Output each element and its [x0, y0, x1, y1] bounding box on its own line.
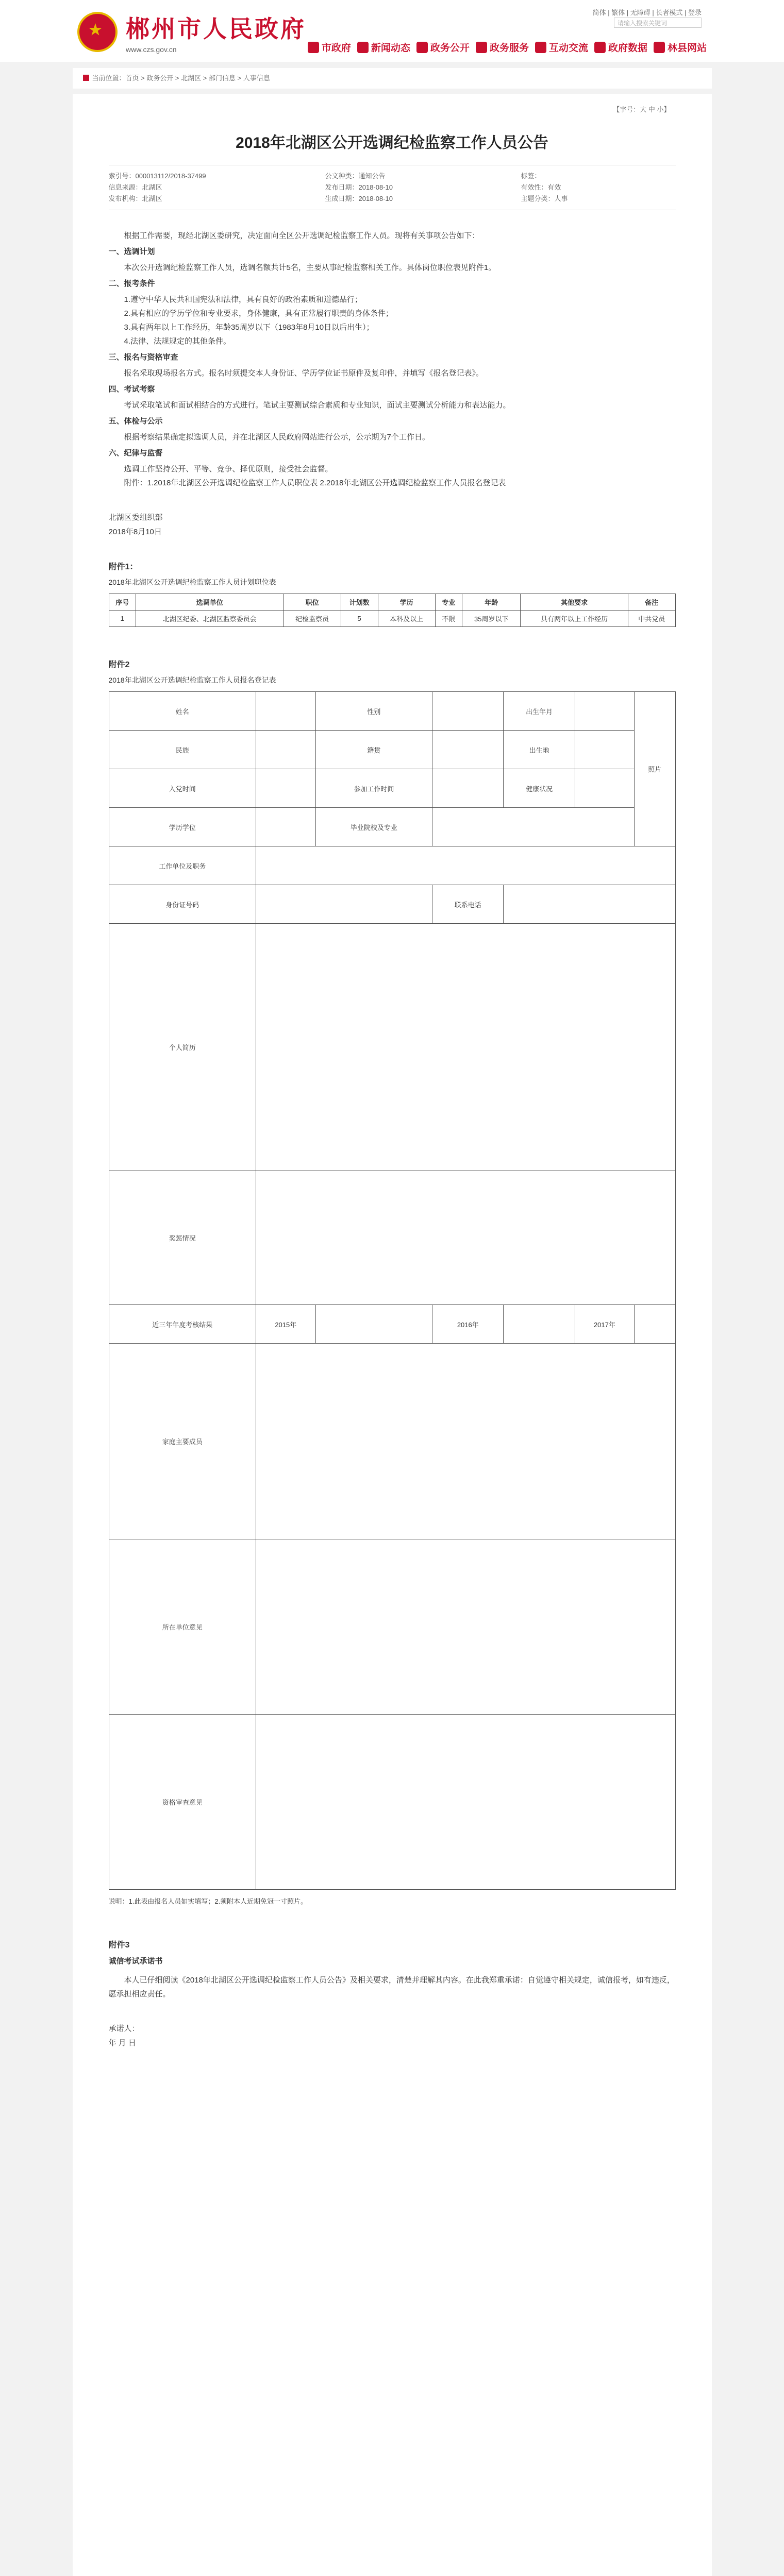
nav-item-service[interactable]: 政务服务 [476, 40, 529, 54]
interaction-icon [535, 42, 546, 53]
table-row: 工作单位及职务 [109, 846, 675, 885]
national-emblem-icon [77, 12, 118, 52]
service-icon [476, 42, 487, 53]
nav-item-government[interactable]: 市政府 [308, 40, 351, 54]
table-row: 身份证号码 联系电话 [109, 885, 675, 924]
sites-icon [654, 42, 665, 53]
table-row: 姓名 性别 出生年月 照片 [109, 692, 675, 731]
pledge-body: 本人已仔细阅读《2018年北湖区公开选调纪检监察工作人员公告》及相关要求，清楚并理解其内容。在此我郑重承诺：自觉遵守相关规定，诚信报考，如有违反，愿承担相应责任。 [108, 1976, 675, 1998]
site-url: www.czs.gov.cn [126, 45, 177, 54]
position-table [109, 594, 676, 627]
form-note: 说明：1.此表由报名人员如实填写；2.须附本人近期免冠一寸照片。 [108, 1897, 308, 1905]
nav-item-data[interactable]: 政府数据 [594, 40, 647, 54]
annex3-caption: 诚信考试承诺书 [108, 1957, 163, 1965]
table-row: 奖惩情况 [109, 1171, 675, 1305]
article-meta: 索引号：000013112/2018-37499 公文种类：通知公告 标签： 信息来源：北湖区 发布日期：2018-08-10 有效性：有效 发布机构：北湖区 生成日期：2018-08-10 主题分类：人事 [109, 165, 676, 210]
news-icon [357, 42, 369, 53]
page-title: 2018年北湖区公开选调纪检监察工作人员公告 [236, 134, 548, 151]
registration-form-table [109, 691, 676, 1890]
article-body: 根据工作需要，现经北湖区委研究，决定面向全区公开选调纪检监察工作人员。现将有关事项公告如下： 一、选调计划 本次公开选调纪检监察工作人员，选调名额共计5名，主要从事纪检监察相关工作。具体岗位职位表见附件1。 二、报考条件 1.遵守中华人民共和国宪法和法律，具有良好的政治素质和道德品行； 2.具有相应的学历学位和专业要求，身体健康，具有正常履行职责的身体条件； 3.具有两年以上工作经历，年龄35周岁以下（1983年8月10日以后出生）； 4.法律、法规规定的其他条件。 三、报名与资格审查 报名采取现场报名方式。报名时须提交本人身份证、学历学位证书原件及复印件，并填写《报名登记表》。 四、考试考察 考试采取笔试和面试相结合的方式进行。笔试主要测试综合素质和专业知识，面试主要测试分析能力和表达能力。 五、体检与公示 根据考察结果确定拟选调人员，并在北湖区人民政府网站进行公示，公示期为7个工作日。 六、纪律与监督 选调工作坚持公开、平等、竞争、择优原则，接受社会监督。 附件：1.2018年北湖区公开选调纪检监察工作人员职位表 2.2018年北湖区公开选调纪检监察工作人员报名登记表 北湖区委组织部 2018年8月10日 [109, 229, 676, 539]
data-icon [594, 42, 606, 53]
home-icon [83, 75, 89, 81]
annex1-label: 附件1： [108, 563, 138, 571]
table-header-row: 序号 选调单位 职位 计划数 学历 专业 年龄 其他要求 备注 [109, 594, 675, 611]
table-row: 资格审查意见 [109, 1715, 675, 1890]
public-icon [416, 42, 428, 53]
pledge-signature: 承诺人： 年 月 日 [108, 2024, 140, 2047]
nav-item-sites[interactable]: 林县网站 [654, 40, 707, 54]
table-row: 所在单位意见 [109, 1539, 675, 1715]
table-row: 学历学位 毕业院校及专业 [109, 808, 675, 846]
table-row: 近三年年度考核结果 2015年 2016年 2017年 [109, 1305, 675, 1344]
top-tools[interactable]: 简体 | 繁体 | 无障碍 | 长者模式 | 登录 [592, 9, 702, 16]
nav-item-public[interactable]: 政务公开 [416, 40, 470, 54]
breadcrumb: 当前位置：首页 > 政务公开 > 北湖区 > 部门信息 > 人事信息 [73, 68, 712, 89]
nav-item-interaction[interactable]: 互动交流 [535, 40, 588, 54]
site-logo[interactable] [77, 10, 306, 54]
header [0, 0, 784, 62]
government-icon [308, 42, 319, 53]
annex3-label: 附件3 [108, 1941, 130, 1950]
font-size-controls[interactable]: 【字号：大 中 小】 [613, 106, 671, 113]
photo-cell: 照片 [635, 692, 675, 846]
table-row: 家庭主要成员 [109, 1344, 675, 1539]
issuer-block: 北湖区委组织部 2018年8月10日 [108, 513, 163, 536]
search-input[interactable]: 请输入搜索关键词 [614, 18, 702, 28]
site-name: 郴州市人民政府 [126, 15, 306, 43]
nav-item-news[interactable]: 新闻动态 [357, 40, 410, 54]
annex2-caption: 2018年北湖区公开选调纪检监察工作人员报名登记表 [108, 676, 276, 684]
main-nav [308, 40, 707, 54]
table-row: 1 北湖区纪委、北湖区监察委员会 纪检监察员 5 本科及以上 不限 35周岁以下 具有两年以上工作经历 中共党员 [109, 611, 675, 627]
table-row: 民族 籍贯 出生地 [109, 731, 675, 769]
article-container [73, 94, 712, 2576]
annex1-caption: 2018年北湖区公开选调纪检监察工作人员计划职位表 [108, 578, 276, 586]
table-row: 入党时间 参加工作时间 健康状况 [109, 769, 675, 808]
table-row: 个人简历 [109, 924, 675, 1171]
annex2-label: 附件2 [108, 660, 130, 669]
